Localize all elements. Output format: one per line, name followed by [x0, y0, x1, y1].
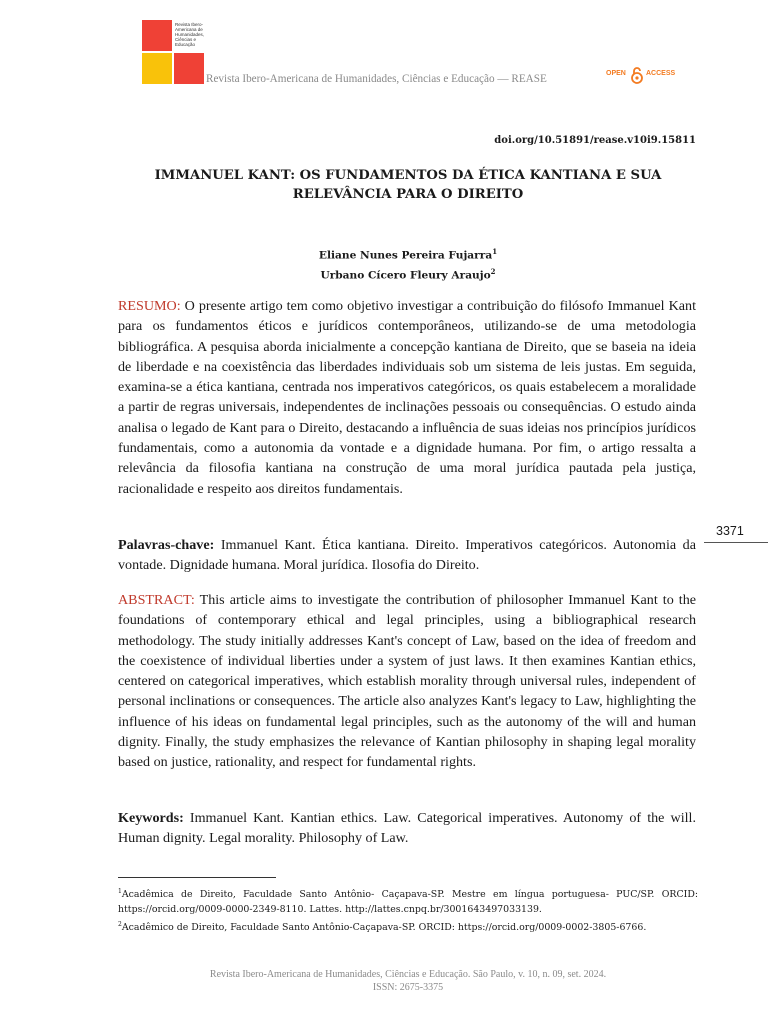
footnote-mark: 2	[118, 921, 122, 929]
abstract-text: This article aims to investigate the contribution of philosopher Immanuel Kant to the foundations of contemporary ethical and legal principles, using a bibliographical research methodology. The study initially addresses Kant's concept of Law, based on the idea of freedom and the coexistence of individual liberties under a system of just laws. It then examines Kantian ethics, centered on categorical imperatives, which establish morality through universal rules, independent of personal inclinations or consequences. The article also analyzes Kant's legacy to Law, highlighting the influence of his ideas on fundamental legal principles, such as the autonomy of the will and human dignity. Finally, the study emphasizes the relevance of Kantian philosophy in shaping legal morality based on justice, rationality, and respect for fundamental rights.	[118, 592, 696, 771]
abstract-label: ABSTRACT:	[118, 592, 195, 608]
doi-link[interactable]: doi.org/10.51891/rease.v10i9.15811	[494, 135, 696, 146]
author	[118, 264, 698, 284]
resumo-text: O presente artigo tem como objetivo investigar a contribuição do filósofo Immanuel Kant para os fundamentos éticos e jurídicos contemporâneos, utilizando-se de uma metodologia bibliográfica. A pesquisa aborda inicialmente a concepção kantiana de Direito, que se baseia na ideia de liberdade e na coexistência das liberdades individuais sob um sistema de leis justas. Em seguida, examina-se a ética kantiana, centrada nos imperativos categóricos, os quais estabelecem a moralidade a partir de regras universais, independentes de inclinações pessoais ou consequências. O estudo ainda analisa o legado de Kant para o Direito, destacando a influência de suas ideias nos princípios jurídicos fundamentais, como a autonomia da vontade e a dignidade humana. Por fim, o artigo ressalta a relevância da filosofia kantiana na construção de uma moral jurídica pautada pela justiça, racionalidade e respeito aos direitos fundamentais.	[118, 298, 696, 497]
article-title: IMMANUEL KANT: OS FUNDAMENTOS DA ÉTICA KANTIANA E SUA RELEVÂNCIA PARA O DIREITO	[154, 168, 662, 202]
palavras-chave-label: Palavras-chave:	[118, 537, 215, 553]
page-footer	[118, 968, 698, 994]
open-access-open: OPEN	[606, 70, 626, 77]
page-number-rule	[704, 542, 768, 543]
keywords-paragraph	[118, 808, 696, 849]
logo-square-yellow	[142, 53, 172, 84]
author	[118, 244, 698, 264]
open-access-access: ACCESS	[646, 70, 676, 77]
abstract-paragraph	[118, 590, 696, 773]
footnote-text: Acadêmica de Direito, Faculdade Santo Antônio- Caçapava-SP. Mestre em língua portuguesa- PUC/SP. ORCID: https://orcid.org/0009-0000-2349-8110. Lattes. http://lattes.cnpq.br/3001643497033139.	[118, 889, 698, 916]
logo-square-red-top	[142, 20, 172, 51]
keywords-text: Immanuel Kant. Kantian ethics. Law. Categorical imperatives. Autonomy of the will. Human dignity. Legal morality. Philosophy of Law.	[118, 810, 696, 847]
keywords-label: Keywords:	[118, 810, 184, 826]
footer-citation: Revista Ibero-Americana de Humanidades, Ciências e Educação. São Paulo, v. 10, n. 09, set. 2024.	[209, 969, 607, 980]
logo-square-red-bottom	[174, 53, 204, 84]
open-access-lock-icon	[630, 66, 644, 84]
palavras-chave-paragraph	[118, 535, 696, 576]
page-number: 3371	[716, 524, 744, 538]
author-list	[118, 244, 698, 283]
author-name: Eliane Nunes Pereira Fujarra	[318, 249, 493, 262]
footer-issn: ISSN: 2675-3375	[372, 982, 444, 993]
footnotes	[118, 884, 698, 935]
journal-header: Revista Ibero-Americana de Humanidades, Ciências e Educação — REASE	[206, 73, 547, 85]
footnote-divider	[118, 877, 276, 878]
resumo-paragraph	[118, 296, 696, 499]
author-note-mark: 2	[490, 266, 496, 276]
logo-text: Revista Ibero-Americana de Humanidades, Ciências e Educação	[175, 22, 205, 47]
footnote-mark: 1	[118, 888, 122, 895]
footnote	[118, 917, 698, 935]
footnote-text: Acadêmico de Direito, Faculdade Santo Antônio-Caçapava-SP. ORCID: https://orcid.org/0009-0002-3805-6766.	[121, 922, 647, 934]
author-name: Urbano Cícero Fleury Araujo	[320, 269, 491, 282]
palavras-chave-text: Immanuel Kant. Ética kantiana. Direito. Imperativos categóricos. Autonomia da vontade. Dignidade humana. Moral jurídica. Ilosofia do Direito.	[118, 537, 696, 574]
footnote	[118, 884, 698, 917]
resumo-label: RESUMO:	[118, 298, 181, 314]
author-note-mark: 1	[492, 247, 498, 256]
